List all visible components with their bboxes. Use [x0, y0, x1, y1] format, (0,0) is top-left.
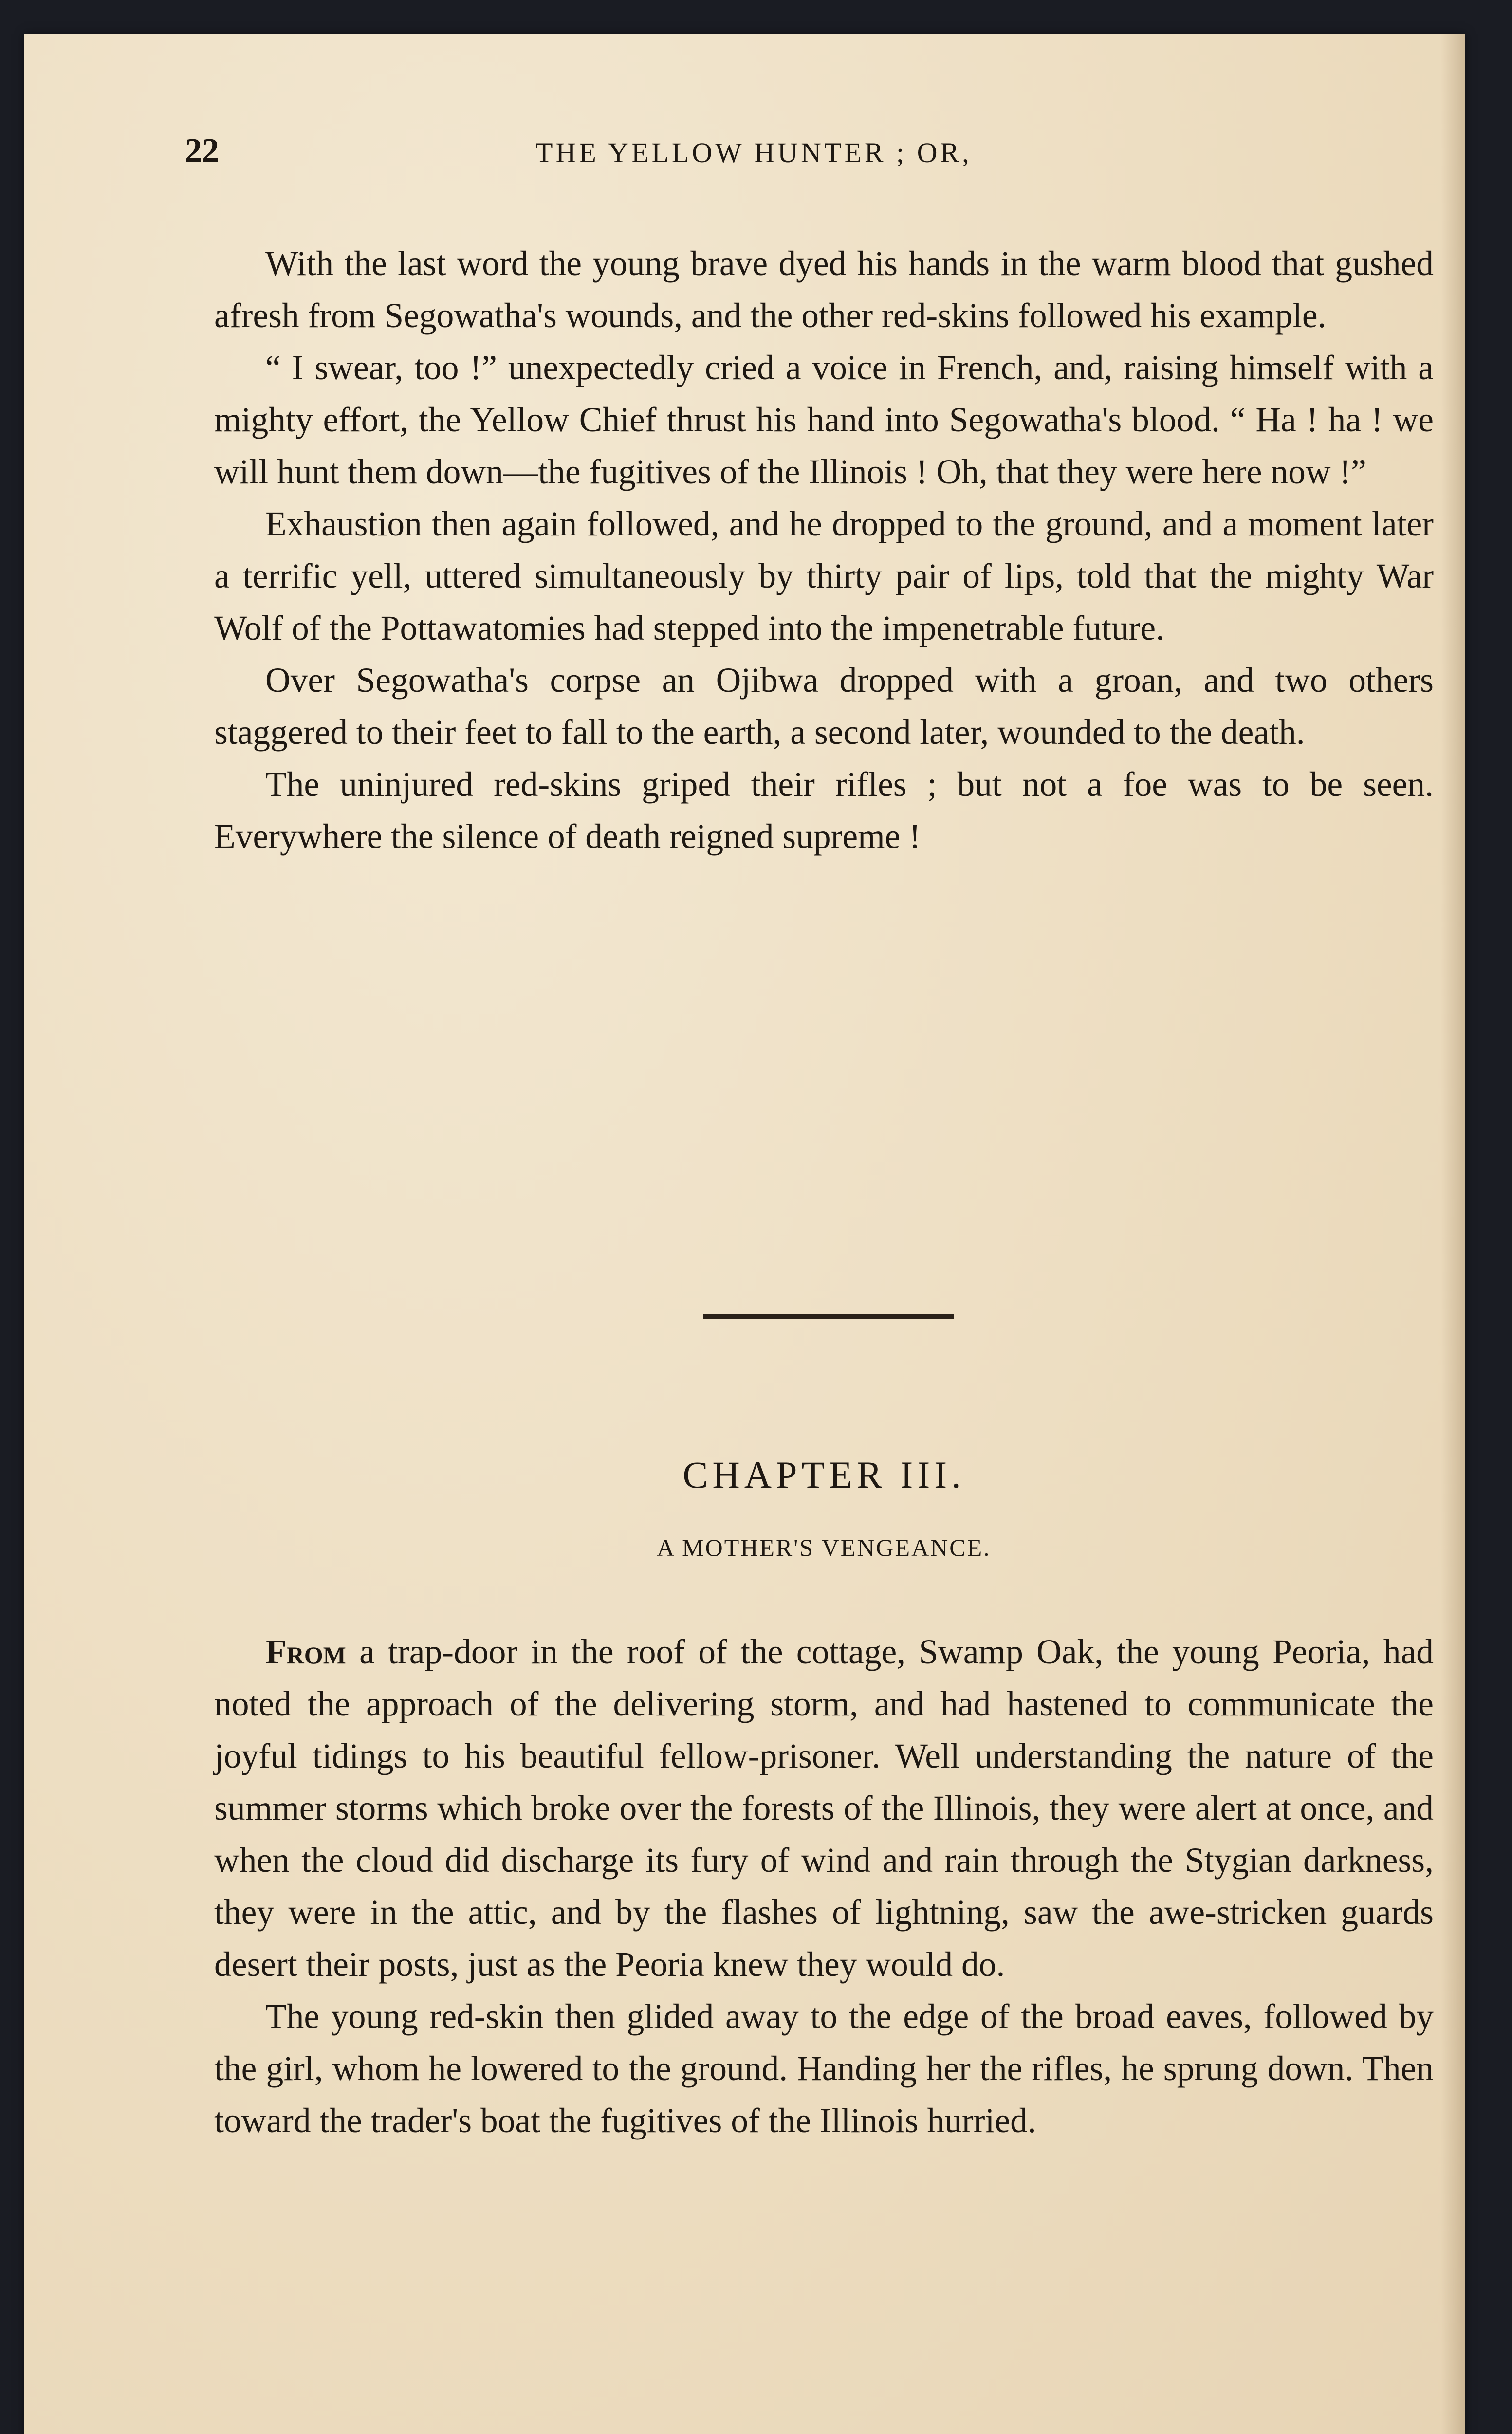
paragraph: The young red-skin then glided away to the edge of the broad eaves, followed by the girl, whom he lowered to the ground. Handing her the rifles, he sprung down. Then toward the trader's boat the fugitives of the Illinois hurried. [214, 1997, 1434, 2140]
chapter-subtitle: A MOTHER'S VENGEANCE. [657, 1534, 991, 1561]
chapter-title: CHAPTER III. [682, 1454, 965, 1496]
section-divider-rule [703, 1314, 954, 1319]
running-title: THE YELLOW HUNTER ; OR, [535, 137, 972, 168]
opening-word: From [265, 1633, 346, 1671]
paragraph [214, 1626, 1434, 1991]
paragraph: Over Segowatha's corpse an Ojibwa dropped with a groan, and two others staggered to their feet to fall to the earth, a second later, wounded to the death. [214, 661, 1434, 752]
paragraph: With the last word the young brave dyed his hands in the warm blood that gushed afresh from Segowatha's wounds, and the other red-skins followed his example. [214, 244, 1434, 335]
paragraph-text: a trap-door in the roof of the cottage, Swamp Oak, the young Peoria, had noted the approach of the delivering storm, and had hastened to communicate the joyful tidings to his beautiful fellow-prisoner. Well understanding the nature of the summer storms which broke over the forests of the Illinois, they were alert at once, and when the cloud did discharge its fury of wind and rain through the Stygian darkness, they were in the attic, and by the flashes of lightning, saw the awe-stricken guards desert their posts, just as the Peoria knew they would do. [214, 1633, 1434, 1984]
paragraph: “ I swear, too !” unexpectedly cried a voice in French, and, raising himself with a mighty effort, the Yellow Chief thrust his hand into Segowatha's blood. “ Ha ! ha ! we will hunt them down—the fugitives of the Illinois ! Oh, that they were here now !” [214, 349, 1434, 491]
page-number: 22 [185, 132, 219, 169]
section-one-text [214, 238, 1434, 863]
section-two-text [214, 1626, 1434, 2147]
paragraph: Exhaustion then again followed, and he dropped to the ground, and a moment later a terrific yell, uttered simultaneously by thirty pair of lips, told that the mighty War Wolf of the Pottawatomies had stepped into the impenetrable future. [214, 505, 1434, 647]
page-edge-shadow [1441, 34, 1465, 2434]
paragraph: The uninjured red-skins griped their rifles ; but not a foe was to be seen. Everywhere the silence of death reigned supreme ! [214, 765, 1434, 856]
running-header [185, 131, 1426, 190]
